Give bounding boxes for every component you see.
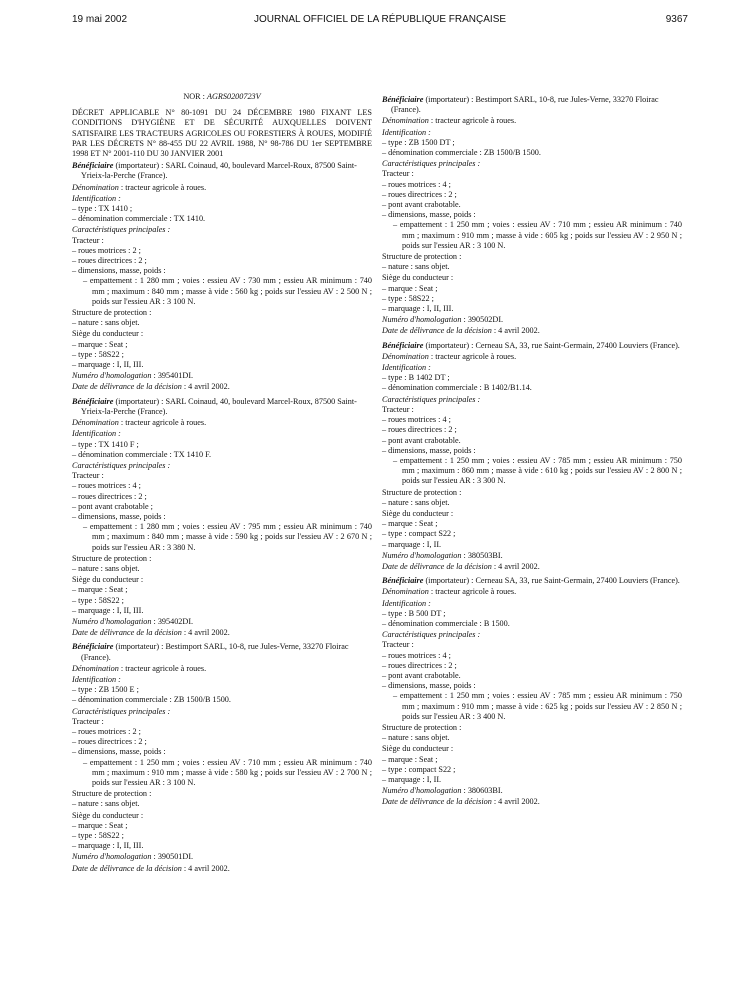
denomination-line-label: Dénomination bbox=[382, 351, 429, 361]
numero-line-label: Numéro d'homologation bbox=[72, 852, 152, 862]
numero-line-value: : 380603BI. bbox=[461, 786, 503, 796]
denomination-line-label: Dénomination bbox=[72, 663, 119, 673]
numero-line-label: Numéro d'homologation bbox=[72, 616, 152, 626]
tracteur-item: – roues motrices : 4 ; bbox=[382, 650, 451, 660]
tracteur-heading: Tracteur : bbox=[72, 235, 104, 245]
siege-heading: Siège du conducteur : bbox=[72, 810, 144, 820]
identification-item: – dénomination commerciale : B 1500. bbox=[382, 618, 510, 628]
date-line bbox=[382, 326, 682, 336]
homologation-entry bbox=[72, 161, 372, 395]
numero-line-label: Numéro d'homologation bbox=[72, 371, 152, 381]
denomination-line bbox=[382, 352, 682, 362]
dimensions-detail: – empattement : 1 250 mm ; voies : essieu AV : 785 mm ; essieu AR minimum : 750 mm ; maximum : 860 mm ; masse à vide : 610 kg ; poids sur l'essieu AV : 2 800 N ; poids sur l'essieu AR : 3 300 N. bbox=[393, 455, 682, 486]
denomination-line-value: : tracteur agricole à roues. bbox=[428, 587, 517, 597]
tracteur-item: – pont avant crabotable ; bbox=[72, 501, 153, 511]
entries-left bbox=[72, 161, 372, 877]
siege-item: – marque : Seat ; bbox=[72, 820, 128, 830]
caracteristiques-heading: Caractéristiques principales : bbox=[72, 225, 171, 235]
tracteur-item: – dimensions, masse, poids : bbox=[382, 681, 476, 691]
numero-line-value: : 395401DI. bbox=[151, 371, 194, 381]
beneficiaire-line-value: (importateur) : Cerneau SA, 33, rue Saint-Germain, 27400 Louviers (France). bbox=[423, 340, 680, 350]
homologation-entry bbox=[72, 642, 372, 876]
numero-line bbox=[382, 551, 682, 561]
tracteur-item: – roues directrices : 2 ; bbox=[72, 491, 147, 501]
tracteur-item: – roues directrices : 2 ; bbox=[382, 189, 457, 199]
structure-item: – nature : sans objet. bbox=[382, 497, 450, 507]
siege-item: – marque : Seat ; bbox=[382, 519, 438, 529]
beneficiaire-line bbox=[72, 642, 372, 662]
tracteur-heading: Tracteur : bbox=[72, 471, 104, 481]
siege-item: – marque : Seat ; bbox=[72, 339, 128, 349]
date-line-value: : 4 avril 2002. bbox=[181, 382, 230, 392]
tracteur-heading: Tracteur : bbox=[382, 169, 414, 179]
tracteur-item: – roues motrices : 4 ; bbox=[72, 481, 141, 491]
structure-heading: Structure de protection : bbox=[72, 553, 152, 563]
siege-item: – type : 58S22 ; bbox=[72, 831, 124, 841]
structure-heading: Structure de protection : bbox=[382, 252, 462, 262]
tracteur-item: – dimensions, masse, poids : bbox=[72, 747, 166, 757]
date-line-label: Date de délivrance de la décision bbox=[72, 628, 182, 638]
beneficiaire-line bbox=[382, 341, 682, 351]
caracteristiques-heading: Caractéristiques principales : bbox=[72, 706, 171, 716]
tracteur-item: – dimensions, masse, poids : bbox=[382, 210, 476, 220]
tracteur-item: – roues motrices : 4 ; bbox=[382, 179, 451, 189]
entry-spacer bbox=[72, 393, 372, 396]
dimensions-detail: – empattement : 1 250 mm ; voies : essieu AV : 785 mm ; essieu AR minimum : 750 mm ; maximum : 910 mm ; masse à vide : 625 kg ; poids sur l'essieu AV : 2 850 N ; poids sur l'essieu AR : 3 400 N. bbox=[393, 691, 682, 721]
numero-line-value: : 380503BI. bbox=[461, 550, 503, 560]
beneficiaire-line-value: (importateur) : SARL Coinaud, 40, boulevard Marcel-Roux, 87500 Saint-Yrieix-la-Perche (France). bbox=[81, 161, 357, 181]
siege-heading: Siège du conducteur : bbox=[382, 508, 454, 518]
siege-item: – type : 58S22 ; bbox=[72, 349, 124, 359]
beneficiaire-line-value: (importateur) : Bestimport SARL, 10-8, rue Jules-Verne, 33270 Floirac (France). bbox=[391, 95, 659, 115]
date-line bbox=[382, 562, 682, 572]
denomination-line-value: : tracteur agricole à roues. bbox=[118, 663, 207, 673]
siege-item: – marquage : I, II, III. bbox=[72, 605, 144, 615]
identification-item: – dénomination commerciale : ZB 1500/B 1500. bbox=[382, 148, 541, 158]
numero-line bbox=[72, 852, 372, 862]
caracteristiques-heading: Caractéristiques principales : bbox=[382, 394, 481, 404]
tracteur-item: – roues directrices : 2 ; bbox=[382, 660, 457, 670]
left-column bbox=[72, 92, 372, 877]
tracteur-item: – roues motrices : 2 ; bbox=[72, 245, 141, 255]
date-line-label: Date de délivrance de la décision bbox=[72, 863, 182, 873]
beneficiaire-line-label: Bénéficiaire bbox=[72, 161, 114, 171]
identification-item: – type : ZB 1500 DT ; bbox=[382, 137, 455, 147]
date-line bbox=[72, 628, 372, 638]
beneficiaire-line-value: (importateur) : Cerneau SA, 33, rue Saint-Germain, 27400 Louviers (France). bbox=[423, 576, 680, 586]
decret-title: DÉCRET APPLICABLE N° 80-1091 DU 24 DÉCEMBRE 1980 FIXANT LES CONDITIONS D'HYGIÈNE ET DE SÉCURITÉ AUXQUELLES DOIVENT SATISFAIRE LES TRACTEURS AGRICOLES OU FORESTIERS À ROUES, MODIFIÉ PAR LES DÉCRETS N° 88-455 DU 22 AVRIL 1988, N° 98-786 DU 1er SEPTEMBRE 1998 ET N° 2001-110 DU 30 JANVIER 2001 bbox=[72, 108, 372, 159]
beneficiaire-line-label: Bénéficiaire bbox=[72, 642, 114, 652]
nor-label: NOR : bbox=[183, 92, 205, 101]
siege-heading: Siège du conducteur : bbox=[72, 329, 144, 339]
caracteristiques-heading: Caractéristiques principales : bbox=[382, 159, 481, 169]
beneficiaire-line-label: Bénéficiaire bbox=[72, 396, 114, 406]
structure-item: – nature : sans objet. bbox=[382, 733, 450, 743]
denomination-line bbox=[72, 183, 372, 193]
denomination-line bbox=[382, 116, 682, 126]
siege-item: – type : 58S22 ; bbox=[382, 293, 434, 303]
siege-item: – marque : Seat ; bbox=[382, 283, 438, 293]
identification-heading: Identification : bbox=[72, 429, 121, 439]
page-number: 9367 bbox=[665, 14, 688, 25]
nor-reference bbox=[72, 92, 372, 102]
siege-heading: Siège du conducteur : bbox=[72, 575, 144, 585]
right-column bbox=[382, 94, 682, 811]
denomination-line-value: : tracteur agricole à roues. bbox=[428, 351, 517, 361]
denomination-line-value: : tracteur agricole à roues. bbox=[428, 116, 517, 126]
identification-item: – type : TX 1410 ; bbox=[72, 204, 133, 214]
homologation-entry bbox=[382, 95, 682, 340]
beneficiaire-line-label: Bénéficiaire bbox=[382, 95, 424, 104]
tracteur-heading: Tracteur : bbox=[72, 716, 104, 726]
numero-line bbox=[72, 371, 372, 381]
numero-line-value: : 390501DI. bbox=[151, 852, 194, 862]
structure-heading: Structure de protection : bbox=[382, 722, 462, 732]
date-line-value: : 4 avril 2002. bbox=[491, 326, 540, 336]
siege-item: – marquage : I, II. bbox=[382, 775, 442, 784]
identification-item: – type : ZB 1500 E ; bbox=[72, 685, 139, 695]
tracteur-item: – dimensions, masse, poids : bbox=[382, 445, 476, 455]
entries-right bbox=[382, 95, 682, 811]
numero-line-value: : 395402DI. bbox=[151, 616, 194, 626]
numero-line-label: Numéro d'homologation bbox=[382, 550, 462, 560]
siege-item: – type : compact S22 ; bbox=[382, 764, 456, 774]
identification-heading: Identification : bbox=[382, 127, 431, 137]
entry-spacer bbox=[382, 572, 682, 575]
structure-item: – nature : sans objet. bbox=[72, 563, 140, 573]
denomination-line-value: : tracteur agricole à roues. bbox=[118, 418, 207, 428]
identification-item: – dénomination commerciale : B 1402/B1.14. bbox=[382, 383, 532, 393]
denomination-line bbox=[382, 587, 682, 597]
structure-heading: Structure de protection : bbox=[72, 789, 152, 799]
tracteur-heading: Tracteur : bbox=[382, 404, 414, 414]
date-line-label: Date de délivrance de la décision bbox=[382, 326, 492, 336]
beneficiaire-line bbox=[72, 161, 372, 181]
identification-item: – dénomination commerciale : ZB 1500/B 1500. bbox=[72, 695, 231, 705]
siege-item: – marquage : I, II. bbox=[382, 539, 442, 549]
beneficiaire-line bbox=[72, 397, 372, 417]
structure-heading: Structure de protection : bbox=[72, 308, 152, 318]
denomination-line-label: Dénomination bbox=[72, 182, 119, 192]
dimensions-detail: – empattement : 1 250 mm ; voies : essieu AV : 710 mm ; essieu AR minimum : 740 mm ; maximum : 910 mm ; masse à vide : 605 kg ; poids sur l'essieu AV : 2 950 N ; poids sur l'essieu AR : 3 100 N. bbox=[393, 220, 682, 250]
dimensions-detail: – empattement : 1 250 mm ; voies : essieu AV : 710 mm ; essieu AR minimum : 740 mm ; maximum : 910 mm ; masse à vide : 580 kg ; poids sur l'essieu AV : 2 700 N ; poids sur l'essieu AR : 3 100 N. bbox=[83, 757, 372, 787]
identification-item: – dénomination commerciale : TX 1410 F. bbox=[72, 449, 212, 459]
tracteur-item: – pont avant crabotable. bbox=[382, 670, 461, 680]
header-date: 19 mai 2002 bbox=[72, 14, 128, 25]
beneficiaire-line bbox=[382, 95, 682, 115]
date-line-label: Date de délivrance de la décision bbox=[382, 797, 492, 807]
siege-item: – marquage : I, II, III. bbox=[382, 304, 454, 314]
tracteur-item: – roues directrices : 2 ; bbox=[72, 256, 147, 266]
dimensions-detail: – empattement : 1 280 mm ; voies : essieu AV : 795 mm ; essieu AR minimum : 740 mm ; maximum : 840 mm ; masse à vide : 590 kg ; poids sur l'essieu AV : 2 670 N ; poids sur l'essieu AR : 3 380 N. bbox=[83, 522, 372, 552]
dimensions-detail: – empattement : 1 280 mm ; voies : essieu AV : 730 mm ; essieu AR minimum : 740 mm ; maximum : 840 mm ; masse à vide : 560 kg ; poids sur l'essieu AV : 2 500 N ; poids sur l'essieu AR : 3 100 N. bbox=[83, 276, 372, 306]
siege-item: – marque : Seat ; bbox=[382, 754, 438, 764]
beneficiaire-line-value: (importateur) : Bestimport SARL, 10-8, rue Jules-Verne, 33270 Floirac (France). bbox=[81, 642, 349, 662]
structure-item: – nature : sans objet. bbox=[72, 318, 140, 328]
tracteur-heading: Tracteur : bbox=[382, 640, 414, 650]
nor-code: AGRS0200723V bbox=[206, 92, 261, 101]
date-line-value: : 4 avril 2002. bbox=[491, 561, 540, 571]
numero-line-label: Numéro d'homologation bbox=[382, 315, 462, 325]
caracteristiques-heading: Caractéristiques principales : bbox=[382, 630, 481, 640]
date-line bbox=[72, 864, 372, 874]
caracteristiques-heading: Caractéristiques principales : bbox=[72, 460, 171, 470]
siege-heading: Siège du conducteur : bbox=[382, 744, 454, 754]
tracteur-item: – pont avant crabotable. bbox=[382, 435, 461, 445]
tracteur-item: – roues motrices : 4 ; bbox=[382, 415, 451, 425]
beneficiaire-line bbox=[382, 576, 682, 586]
beneficiaire-line-label: Bénéficiaire bbox=[382, 340, 424, 350]
tracteur-item: – dimensions, masse, poids : bbox=[72, 511, 166, 521]
date-line bbox=[382, 797, 682, 807]
journal-title: JOURNAL OFFICIEL DE LA RÉPUBLIQUE FRANÇAISE bbox=[253, 14, 507, 25]
homologation-entry bbox=[72, 397, 372, 642]
entry-spacer bbox=[72, 874, 372, 877]
siege-heading: Siège du conducteur : bbox=[382, 273, 454, 283]
identification-heading: Identification : bbox=[72, 193, 121, 203]
siege-item: – type : 58S22 ; bbox=[72, 595, 124, 605]
identification-item: – type : TX 1410 F ; bbox=[72, 439, 139, 449]
date-line-label: Date de délivrance de la décision bbox=[72, 382, 182, 392]
identification-heading: Identification : bbox=[382, 598, 431, 608]
identification-heading: Identification : bbox=[72, 674, 121, 684]
denomination-line-label: Dénomination bbox=[382, 116, 429, 126]
tracteur-item: – roues directrices : 2 ; bbox=[382, 425, 457, 435]
entry-spacer bbox=[382, 337, 682, 340]
numero-line-label: Numéro d'homologation bbox=[382, 786, 462, 796]
numero-line-value: : 390502DI. bbox=[461, 315, 504, 325]
identification-heading: Identification : bbox=[382, 363, 431, 373]
tracteur-item: – roues directrices : 2 ; bbox=[72, 737, 147, 747]
siege-item: – marquage : I, II, III. bbox=[72, 841, 144, 851]
structure-item: – nature : sans objet. bbox=[382, 262, 450, 272]
tracteur-item: – pont avant crabotable. bbox=[382, 200, 461, 210]
date-line-label: Date de délivrance de la décision bbox=[382, 561, 492, 571]
numero-line bbox=[382, 786, 682, 796]
identification-item: – dénomination commerciale : TX 1410. bbox=[72, 214, 206, 224]
numero-line bbox=[72, 617, 372, 627]
identification-item: – type : B 1402 DT ; bbox=[382, 373, 450, 383]
tracteur-item: – roues motrices : 2 ; bbox=[72, 726, 141, 736]
entry-spacer bbox=[72, 638, 372, 641]
siege-item: – marque : Seat ; bbox=[72, 585, 128, 595]
page-header bbox=[72, 14, 688, 28]
siege-item: – type : compact S22 ; bbox=[382, 529, 456, 539]
date-line-value: : 4 avril 2002. bbox=[491, 797, 540, 807]
structure-heading: Structure de protection : bbox=[382, 487, 462, 497]
siege-item: – marquage : I, II, III. bbox=[72, 360, 144, 370]
denomination-line-value: : tracteur agricole à roues. bbox=[118, 182, 207, 192]
beneficiaire-line-label: Bénéficiaire bbox=[382, 576, 424, 586]
date-line-value: : 4 avril 2002. bbox=[181, 628, 230, 638]
homologation-entry bbox=[382, 341, 682, 575]
denomination-line-label: Dénomination bbox=[382, 587, 429, 597]
beneficiaire-line-value: (importateur) : SARL Coinaud, 40, boulevard Marcel-Roux, 87500 Saint-Yrieix-la-Perche (France). bbox=[81, 396, 357, 416]
identification-item: – type : B 500 DT ; bbox=[382, 608, 446, 618]
tracteur-item: – dimensions, masse, poids : bbox=[72, 266, 166, 276]
date-line-value: : 4 avril 2002. bbox=[181, 863, 230, 873]
numero-line bbox=[382, 315, 682, 325]
homologation-entry bbox=[382, 576, 682, 810]
date-line bbox=[72, 382, 372, 392]
entry-spacer bbox=[382, 808, 682, 811]
denomination-line bbox=[72, 418, 372, 428]
denomination-line bbox=[72, 664, 372, 674]
denomination-line-label: Dénomination bbox=[72, 418, 119, 428]
structure-item: – nature : sans objet. bbox=[72, 799, 140, 809]
